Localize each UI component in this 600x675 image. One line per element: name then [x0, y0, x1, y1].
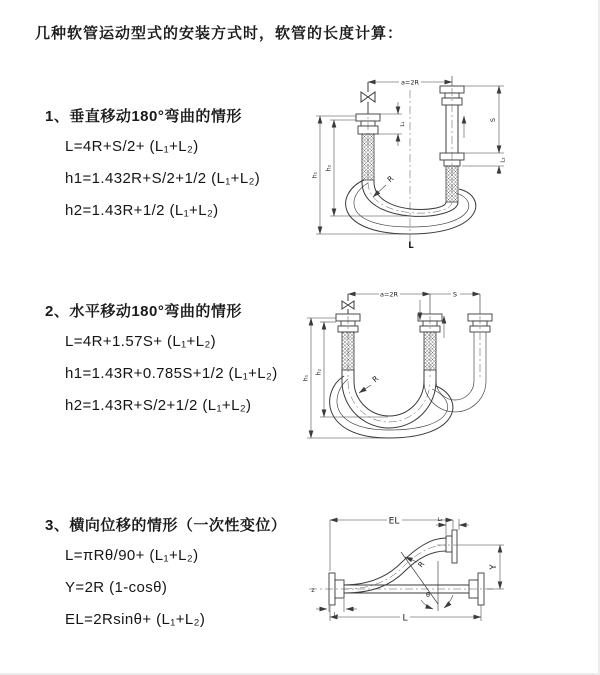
formula-length: L=4R+S/2+ (L₁+L₂): [65, 138, 199, 155]
section-1-heading: 1、垂直移动180°弯曲的情形: [45, 108, 242, 125]
dim-label-h1: h₁: [303, 374, 310, 382]
dim-label-l1: L₁: [333, 612, 339, 618]
diagram-vertical-u-bend: [312, 70, 567, 255]
pipe-right: [468, 294, 492, 332]
valve-icon: [342, 301, 354, 309]
formula-el: EL=2Rsinθ+ (L₁+L₂): [65, 611, 206, 628]
flange-upper: [446, 530, 457, 563]
dim-label-l1: L₁: [400, 121, 406, 127]
dimension-fitting-left: [316, 599, 357, 618]
page-title: 几种软管运动型式的安装方式时，软管的长度计算：: [35, 25, 404, 42]
radius-callout: [359, 374, 380, 393]
formula-h2: h2=1.43R+S/2+1/2 (L₁+L₂): [65, 397, 252, 414]
formula-length: L=πRθ/90+ (L₁+L₂): [65, 547, 199, 564]
diagram-horizontal-u-bend: [303, 286, 538, 456]
dim-label-l: L: [402, 613, 408, 624]
radius-callout: [373, 174, 395, 197]
dim-label-s: S: [489, 117, 497, 123]
dim-label-a2r: a=2R: [400, 78, 420, 87]
radius-label: R: [370, 373, 381, 385]
angle-label: θ: [426, 591, 430, 599]
formula-length: L=4R+1.57S+ (L₁+L₂): [65, 333, 217, 350]
diagram-lateral-displacement: [297, 505, 592, 665]
section-1: [45, 105, 260, 221]
formula-y: Y=2R (1-cosθ): [65, 579, 168, 596]
angle-construction: [401, 552, 453, 611]
section-2: [45, 300, 278, 416]
dimension-width: [368, 78, 452, 87]
axis-mark: z: [311, 586, 315, 594]
dimension-width: [348, 290, 480, 299]
section-3: [45, 514, 286, 630]
valve-icon: [361, 92, 375, 102]
dim-label-h1: h₁: [312, 171, 319, 179]
dimension-el: [330, 514, 453, 571]
dimension-length: [330, 605, 481, 624]
dim-label-h2: h₂: [315, 368, 323, 376]
dim-label-a2r: a=2R: [379, 290, 399, 299]
dim-label-l2: L₂: [437, 517, 443, 523]
dimension-stroke: [462, 86, 507, 174]
formula-h1: h1=1.43R+0.785S+1/2 (L₁+L₂): [65, 365, 278, 382]
section-3-heading: 3、横向位移的情形（一次性变位）: [45, 517, 287, 534]
dim-label-el: EL: [388, 516, 400, 527]
dim-label-h2: h₂: [325, 164, 333, 172]
hose-loop-left: [342, 370, 436, 428]
dim-label-l2: L₂: [500, 157, 507, 163]
section-2-heading: 2、水平移动180°弯曲的情形: [45, 303, 242, 320]
dimension-fitting-left: [378, 102, 406, 146]
dim-label-s: S: [452, 290, 458, 299]
radius-label: R: [385, 173, 396, 185]
formula-h1: h1=1.432R+S/2+1/2 (L₁+L₂): [65, 170, 261, 187]
formula-h2: h2=1.43R+1/2 (L₁+L₂): [65, 202, 219, 219]
dim-label-y: Y: [489, 564, 499, 570]
length-label: L: [408, 241, 414, 251]
radius-label: R: [415, 559, 427, 570]
